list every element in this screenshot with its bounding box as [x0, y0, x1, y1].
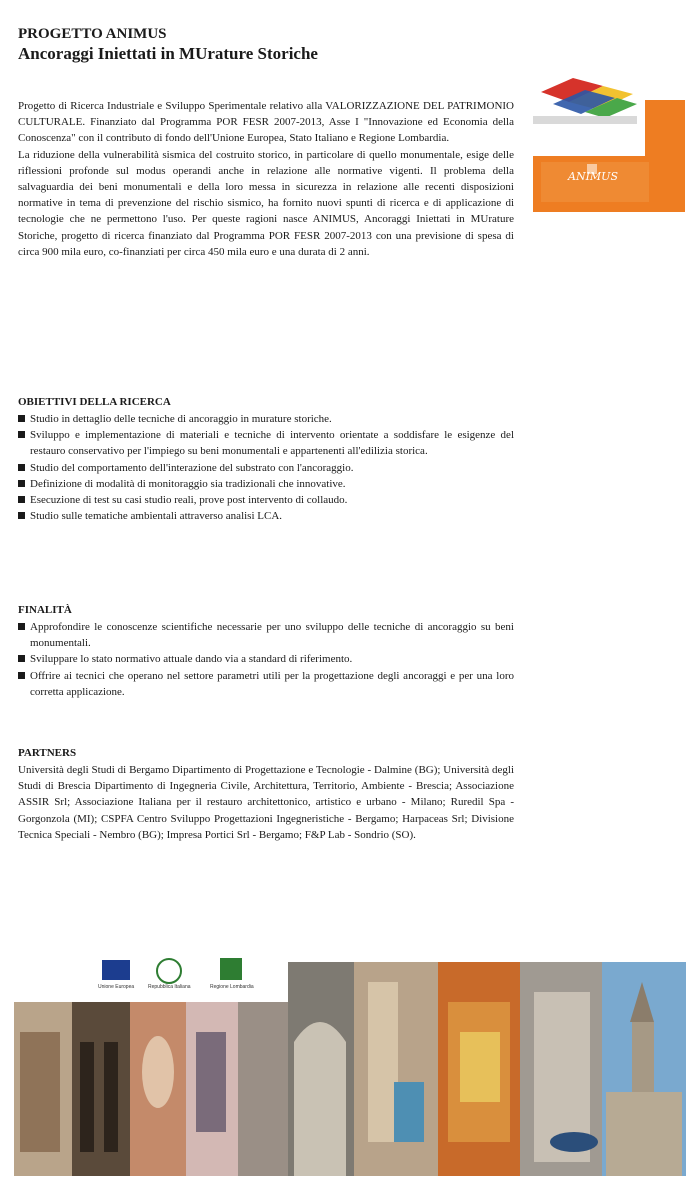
list-item	[18, 411, 514, 427]
photo-strip	[14, 962, 686, 1176]
objectives-heading: OBIETTIVI DELLA RICERCA	[18, 396, 171, 408]
intro-paragraph: La riduzione della vulnerabilità sismica del costruito storico, in particolare di quello monumentale, esige delle riflessioni profonde sul modus operandi anche in relazione alle normative vigenti. Il problema della salvaguardia dei beni monumentali e della loro messa in sicurezza in relazione alle recenti disposizioni normative in tema di prevenzione del rischio sismico, ha fornito nuovi spunti di ricerca e di applicazione di tecnologie che ne permettono l'uso. Per queste ragioni nasce ANIMUS, Ancoraggi Iniettati in MUrature Storiche, progetto di ricerca finanziato dal Programma POR FESR 2007-2013 con una previsione di spesa di circa 900 mila euro, co-finanziati per circa 450 mila euro e una durata di 2 anni.	[18, 148, 514, 258]
page-subtitle: Ancoraggi Iniettati in MUrature Storiche	[18, 44, 318, 63]
page-title: PROGETTO ANIMUS	[18, 26, 167, 42]
objectives-list	[18, 411, 514, 524]
goals-heading: FINALITÀ	[18, 604, 72, 616]
list-item	[18, 460, 514, 476]
list-item-text: Studio in dettaglio delle tecniche di ancoraggio in murature storiche.	[30, 413, 332, 425]
list-item-text: Definizione di modalità di monitoraggio sia tradizionali che innovative.	[30, 477, 346, 490]
list-item	[18, 492, 514, 508]
list-item-text: Studio del comportamento dell'interazione del substrato con l'ancoraggio.	[30, 461, 354, 474]
partners-heading: PARTNERS	[18, 747, 77, 759]
animus-logo	[533, 72, 685, 212]
list-item-text: Sviluppo e implementazione di materiali e tecniche di intervento orientate a soddisfare le esigenze del restauro conservativo per l'impiego su beni monumentali e appartenenti all'edilizia storica.	[30, 429, 514, 458]
intro-block	[18, 98, 514, 260]
photo-collage	[14, 962, 686, 1176]
partners-text: Università degli Studi di Bergamo Dipartimento di Progettazione e Tecnologie - Dalmine (BG); Università degli Studi di Brescia Dipartimento di Ingegneria Civile, Architettura, Territorio, Ambiente - Brescia; Associazione ASSIR Srl; Associazione Italiana per il restauro architettonico, artistico e urbano - Milano; Ruredil Spa - Gorgonzola (MI); CSPFA Centro Sviluppo Progettazioni Ingegneristiche - Bergamo; Harpaceas Srl; Divisione Tecnica Speciali - Nembro (BG); Impresa Portici Srl - Bergamo; F&P Lab - Sondrio (SO).	[18, 764, 514, 841]
bullet-square-icon	[18, 623, 25, 630]
sponsor-label: Unione Europea	[98, 984, 135, 990]
list-item	[18, 508, 514, 524]
list-item-text: Approfondire le conoscenze scientifiche necessarie per uno sviluppo delle tecniche di ancoraggio su beni monumentali.	[30, 621, 514, 650]
bullet-square-icon	[18, 464, 25, 471]
intro-paragraph: Progetto di Ricerca Industriale e Sviluppo Sperimentale relativo alla VALORIZZAZIONE DEL PATRIMONIO CULTURALE. Finanziato dal Programma POR FESR 2007-2013, Asse I "Innovazione ed Economia della Conoscenza" con il contributo di fondo dell'Unione Europea, Stato Italiano e Regione Lombardia.	[18, 100, 514, 145]
list-item	[18, 476, 514, 492]
list-item-text: Esecuzione di test su casi studio reali, prove post intervento di collaudo.	[30, 494, 348, 507]
partners-section	[18, 746, 514, 843]
sponsor-label: Regione Lombardia	[210, 984, 254, 990]
sponsor-label: Repubblica Italiana	[148, 984, 191, 990]
bullet-square-icon	[18, 431, 25, 438]
list-item-text: Studio sulle tematiche ambientali attraverso analisi LCA.	[30, 510, 283, 523]
bullet-square-icon	[18, 496, 25, 503]
bullet-square-icon	[18, 480, 25, 487]
list-item-text: Offrire ai tecnici che operano nel settore parametri utili per la progettazione degli ancoraggi e per una loro corretta applicazione.	[30, 669, 514, 698]
logo-caption: ANIMUS	[568, 170, 618, 183]
logo-orange-block	[533, 100, 685, 212]
list-item-text: Sviluppare lo stato normativo attuale dando via a standard di riferimento.	[30, 653, 353, 666]
goals-section	[18, 603, 514, 700]
bullet-square-icon	[18, 512, 25, 519]
bullet-square-icon	[18, 672, 25, 679]
goals-list	[18, 619, 514, 700]
list-item	[18, 427, 514, 459]
list-item	[18, 668, 514, 700]
bullet-square-icon	[18, 655, 25, 662]
list-item	[18, 651, 514, 667]
list-item	[18, 619, 514, 651]
objectives-section	[18, 395, 514, 524]
bullet-square-icon	[18, 415, 25, 422]
